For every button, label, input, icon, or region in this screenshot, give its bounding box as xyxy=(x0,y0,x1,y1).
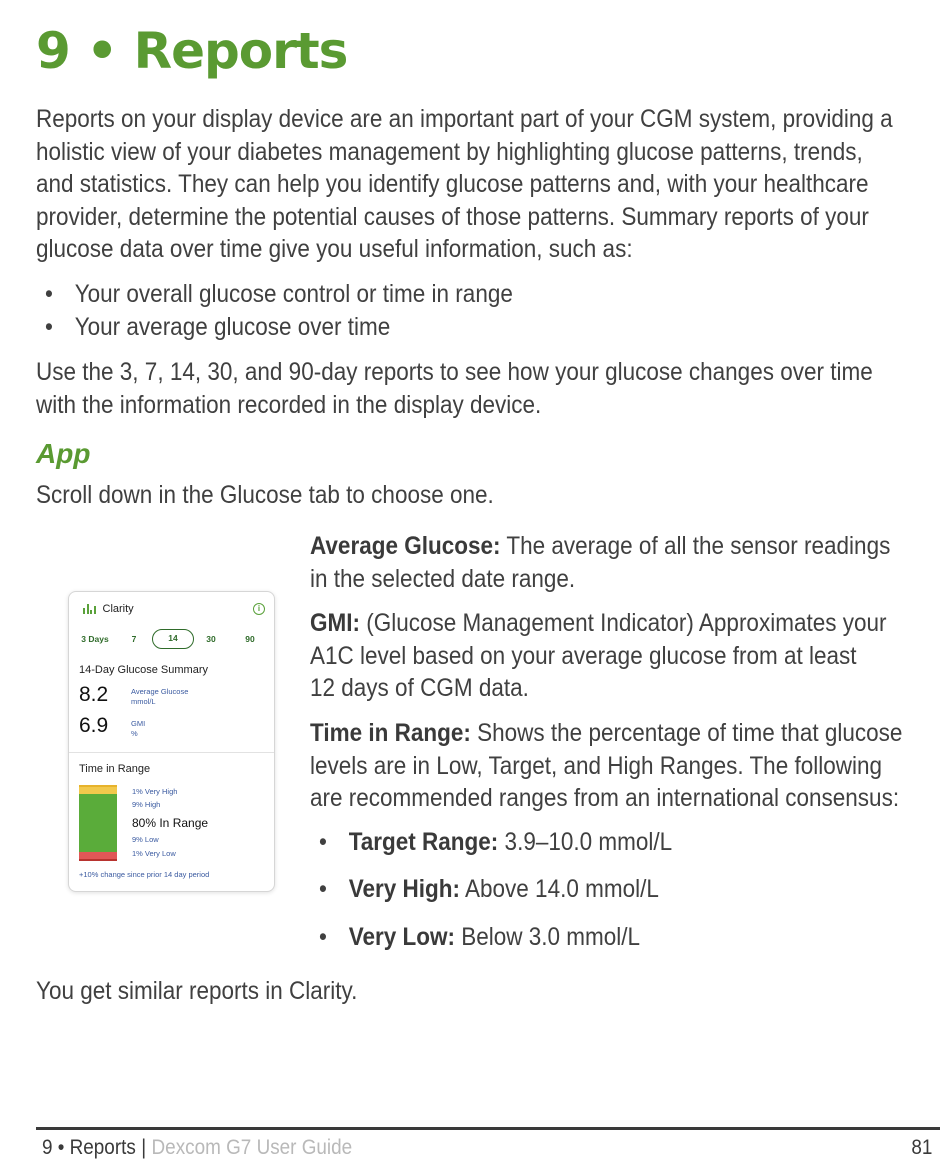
metric-unit: mmol/L xyxy=(131,697,156,706)
tir-segment-low xyxy=(79,852,117,859)
definition-text: The average of all the sensor readings xyxy=(500,532,891,560)
definition-text: are recommended ranges from an international consensus: xyxy=(310,784,900,812)
range-term: Very High: xyxy=(348,875,460,903)
card-header xyxy=(83,603,134,615)
tir-low-label: 9% Low xyxy=(132,835,159,844)
tir-high-label: 9% High xyxy=(132,800,161,809)
change-note: +10% change since prior 14 day period xyxy=(79,870,210,879)
intro-line: provider, determine the potential causes of those patterns. Summary reports of your xyxy=(36,202,869,231)
clarity-bars-icon xyxy=(83,604,96,614)
card-divider xyxy=(69,752,274,753)
list-item-text: Your overall glucose control or time in range xyxy=(74,280,513,308)
definition-text: levels are in Low, Target, and High Ranges. The following xyxy=(310,751,883,780)
definition-text: A1C level based on your average glucose from at least xyxy=(310,641,857,670)
definition-term: Time in Range: xyxy=(310,719,471,747)
tir-very-high-label: 1% Very High xyxy=(132,787,178,796)
average-glucose-value: 8.2 xyxy=(79,683,109,706)
bullet-icon: • xyxy=(319,923,327,951)
page-title: 9 • Reports xyxy=(36,22,348,80)
page-footer xyxy=(42,1136,352,1160)
tir-very-low-label: 1% Very Low xyxy=(132,849,176,858)
bullet-icon: • xyxy=(45,312,53,341)
range-term: Target Range: xyxy=(348,828,499,856)
gmi-value: 6.9 xyxy=(79,714,109,737)
tab-14-days[interactable]: 14 xyxy=(152,629,194,649)
list-item-text: Your average glucose over time xyxy=(74,312,391,341)
tir-segment-very-low xyxy=(79,859,117,861)
definition-text: 12 days of CGM data. xyxy=(310,674,529,702)
gmi-label xyxy=(131,719,145,739)
metric-name: Average Glucose xyxy=(131,687,189,696)
closing-paragraph: You get similar reports in Clarity. xyxy=(36,977,358,1005)
list-item xyxy=(310,873,659,906)
app-instruction: Scroll down in the Glucose tab to choose one. xyxy=(36,481,494,509)
page-number: 81 xyxy=(910,1136,932,1159)
bullet-icon: • xyxy=(319,828,327,856)
info-icon[interactable]: i xyxy=(253,603,265,615)
footer-separator: | xyxy=(141,1136,147,1159)
footer-guide-title: Dexcom G7 User Guide xyxy=(151,1136,353,1159)
tab-30-days[interactable]: 30 xyxy=(206,634,216,644)
tab-3-days[interactable]: 3 Days xyxy=(81,634,109,644)
paragraph-line: with the information recorded in the display device. xyxy=(36,390,542,419)
app-section-heading: App xyxy=(36,438,91,469)
reports-usage-paragraph xyxy=(36,356,873,421)
intro-line: holistic view of your diabetes management by highlighting glucose patterns, trends, xyxy=(36,137,863,166)
metric-name: GMI xyxy=(131,719,146,728)
definition-average-glucose xyxy=(310,530,890,595)
list-item xyxy=(36,278,513,311)
app-name: Clarity xyxy=(102,603,134,615)
footer-rule xyxy=(36,1127,940,1130)
range-value: Above 14.0 mmol/L xyxy=(459,875,659,903)
range-term: Very Low: xyxy=(348,923,455,951)
range-value: Below 3.0 mmol/L xyxy=(454,923,641,951)
tab-7-days[interactable]: 7 xyxy=(131,634,137,644)
definition-term: Average Glucose: xyxy=(310,532,501,560)
tir-segment-in-range xyxy=(79,794,117,853)
average-glucose-label xyxy=(131,687,188,707)
clarity-summary-card xyxy=(68,591,275,892)
intro-paragraph xyxy=(36,103,936,266)
time-in-range-bar xyxy=(79,785,117,861)
time-in-range-title: Time in Range xyxy=(79,763,151,775)
definition-gmi xyxy=(310,607,886,705)
list-item xyxy=(310,921,640,954)
list-item xyxy=(310,826,672,859)
intro-line: Reports on your display device are an important part of your CGM system, providing a xyxy=(36,105,893,133)
definition-text: Shows the percentage of time that glucose xyxy=(470,719,903,747)
definition-term: GMI: xyxy=(310,609,360,637)
summary-title: 14-Day Glucose Summary xyxy=(79,664,208,676)
footer-section: 9 • Reports xyxy=(42,1136,136,1159)
tir-in-range-label: 80% In Range xyxy=(132,816,209,830)
paragraph-line: Use the 3, 7, 14, 30, and 90-day reports to see how your glucose changes over time xyxy=(36,358,873,386)
range-value: 3.9–10.0 mmol/L xyxy=(498,828,673,856)
tir-segment-high xyxy=(79,787,117,794)
list-item xyxy=(36,311,513,344)
definition-text: (Glucose Management Indicator) Approximates your xyxy=(359,609,887,637)
intro-line: glucose data over time give you useful information, such as: xyxy=(36,235,633,263)
tab-90-days[interactable]: 90 xyxy=(245,634,255,644)
day-range-tabs xyxy=(79,629,266,649)
bullet-icon: • xyxy=(45,280,53,308)
bullet-icon: • xyxy=(319,875,327,903)
metric-unit: % xyxy=(131,729,138,738)
info-bullet-list xyxy=(36,278,513,343)
definition-time-in-range xyxy=(310,717,902,815)
intro-line: and statistics. They can help you identify glucose patterns and, with your healthcare xyxy=(36,170,869,198)
definition-text: in the selected date range. xyxy=(310,564,576,593)
